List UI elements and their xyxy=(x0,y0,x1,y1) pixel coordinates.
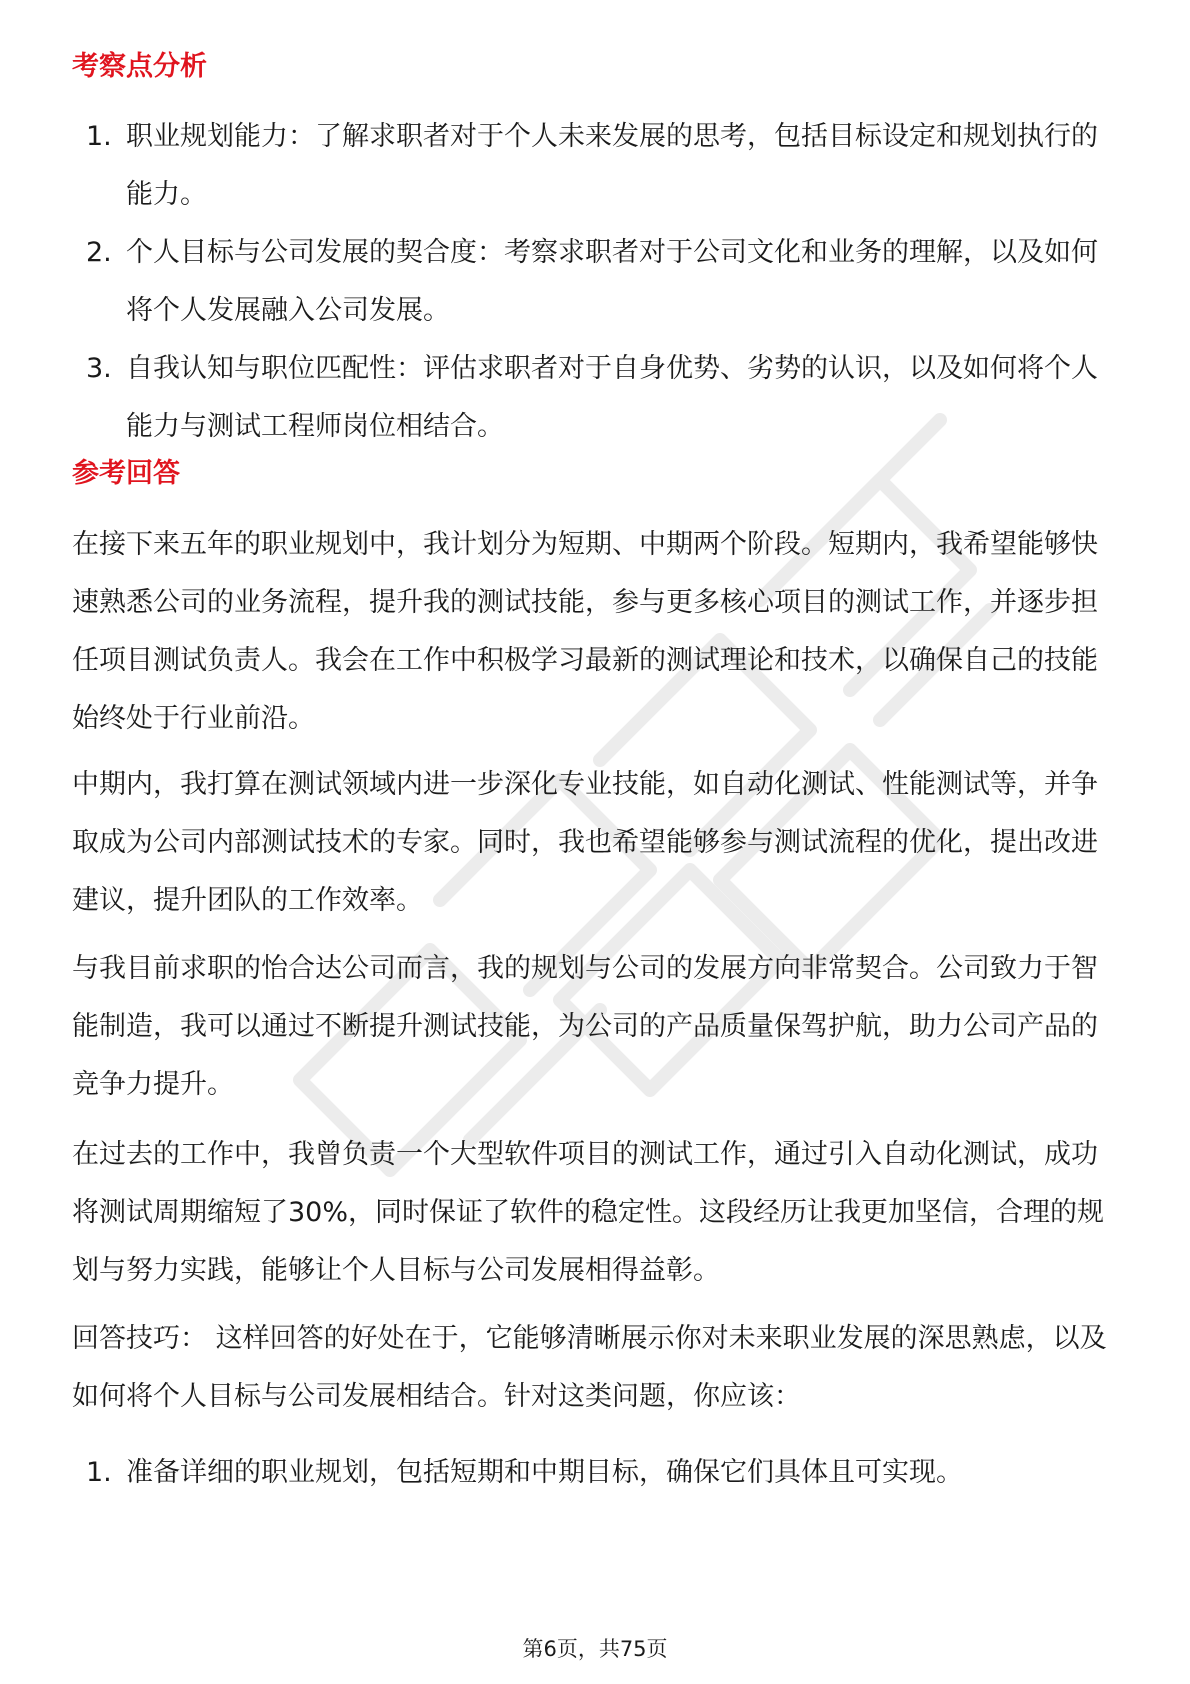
answer-paragraph-1: 在接下来五年的职业规划中，我计划分为短期、中期两个阶段。短期内，我希望能够快速熟悉公司的业务流程，提升我的测试技能，参与更多核心项目的测试工作，并逐步担任项目测试负责人。我会在工作中积极学习最新的测试理论和技术，以确保自己的技能始终处于行业前沿。 xyxy=(72,529,1098,734)
analysis-list xyxy=(72,108,1118,456)
list-item xyxy=(72,224,1118,340)
list-number: 2. xyxy=(86,237,112,268)
list-number: 1. xyxy=(86,121,112,152)
list-number: 3. xyxy=(86,353,112,384)
list-item-text: 个人目标与公司发展的契合度：考察求职者对于公司文化和业务的理解，以及如何将个人发展融入公司发展。 xyxy=(126,237,1098,326)
section-title-answer: 参考回答 xyxy=(72,458,180,489)
list-item xyxy=(72,108,1118,224)
list-item xyxy=(72,340,1118,456)
answer-paragraph-3: 与我目前求职的怡合达公司而言，我的规划与公司的发展方向非常契合。公司致力于智能制造，我可以通过不断提升测试技能，为公司的产品质量保驾护航，助力公司产品的竞争力提升。 xyxy=(72,953,1098,1100)
list-item-text: 职业规划能力：了解求职者对于个人未来发展的思考，包括目标设定和规划执行的能力。 xyxy=(126,121,1098,210)
list-item xyxy=(72,1444,1118,1502)
answer-tips-paragraph: 回答技巧： 这样回答的好处在于，它能够清晰展示你对未来职业发展的深思熟虑，以及如何将个人目标与公司发展相结合。针对这类问题，你应该： xyxy=(72,1323,1107,1412)
answer-paragraph-4: 在过去的工作中，我曾负责一个大型软件项目的测试工作，通过引入自动化测试，成功将测试周期缩短了30%，同时保证了软件的稳定性。这段经历让我更加坚信，合理的规划与努力实践，能够让个人目标与公司发展相得益彰。 xyxy=(72,1139,1105,1286)
answer-paragraph-2: 中期内，我打算在测试领域内进一步深化专业技能，如自动化测试、性能测试等，并争取成为公司内部测试技术的专家。同时，我也希望能够参与测试流程的优化，提出改进建议，提升团队的工作效率。 xyxy=(72,769,1098,916)
list-number: 1. xyxy=(86,1457,112,1488)
list-item-text: 准备详细的职业规划，包括短期和中期目标，确保它们具体且可实现。 xyxy=(126,1457,963,1488)
tips-list xyxy=(72,1444,1118,1502)
page-footer: 第6页，共75页 xyxy=(522,1637,668,1661)
section-title-analysis: 考察点分析 xyxy=(72,51,207,82)
list-item-text: 自我认知与职位匹配性：评估求职者对于自身优势、劣势的认识，以及如何将个人能力与测试工程师岗位相结合。 xyxy=(126,353,1098,442)
